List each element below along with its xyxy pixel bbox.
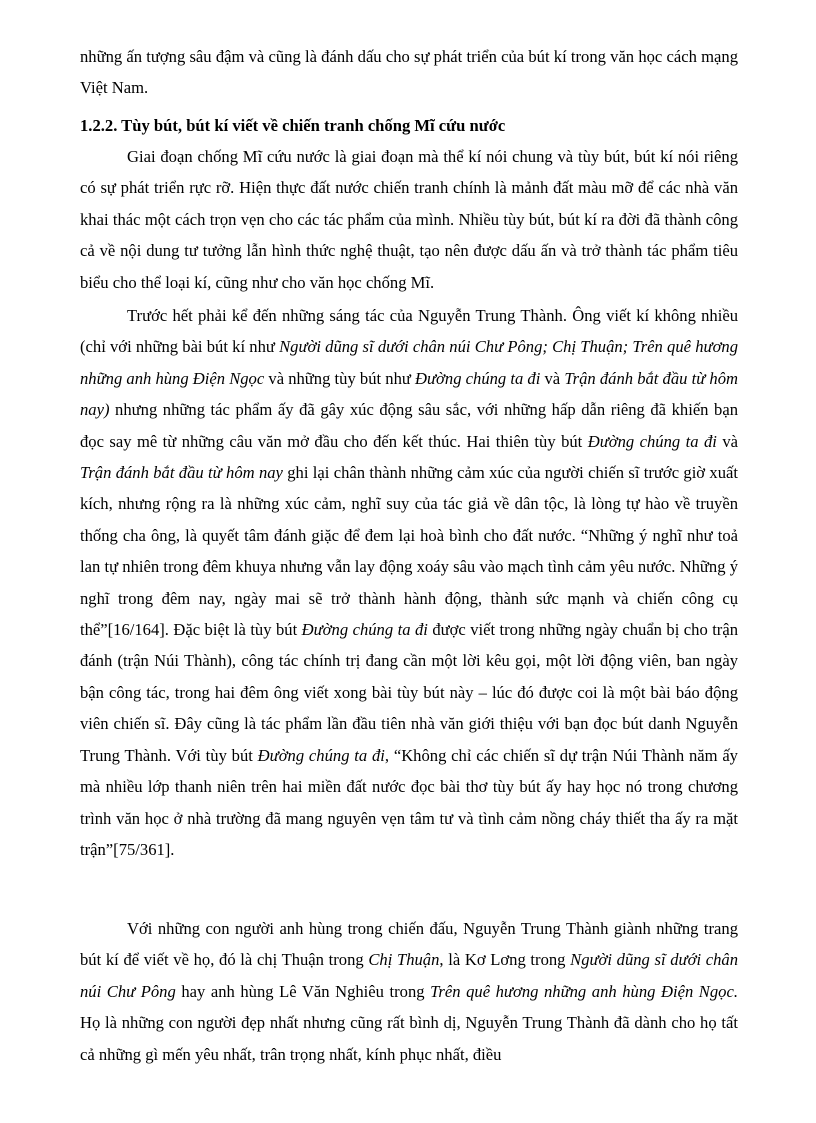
- text-run: và những tùy bút như: [264, 368, 416, 388]
- work-title: Trận đánh bắt đầu từ hôm nay): [80, 368, 738, 420]
- work-title: Đường chúng ta đi: [415, 368, 541, 388]
- text-run: Họ là những con người đẹp nhất nhưng cũng rất bình dị, Nguyễn Trung Thành đã dành cho họ tất cả những gì mến yêu nhất, trân trọng nhất, kính phục nhất, điều: [80, 1013, 738, 1064]
- section-heading: 1.2.2. Tùy bút, bút kí viết về chiến tranh chống Mĩ cứu nước: [80, 116, 506, 135]
- text-run: ghi lại chân thành những cảm xúc của người chiến sĩ trước giờ xuất kích, nhưng rộng ra là những xúc cảm, nghĩ suy của tác giả về dân tộc, là lòng tự hào về truyền thống cha ông, là quyết tâm đánh giặc để đem lại hoà bình cho đất nước. “Những ý nghĩ như toả lan tự nhiên trong đêm khuya nhưng vẫn lay động xoáy sâu vào mạch tình cảm yêu nước. Những ý nghĩ trong đêm nay, ngày mai sẽ trở thành hành động, thành sức mạnh và chiến công cụ thể”[16/164]. Đặc biệt là tùy bút: [80, 463, 738, 640]
- work-title: Trận đánh bắt đầu từ hôm nay: [80, 463, 283, 483]
- text-run: những ấn tượng sâu đậm và cũng là đánh dấu cho sự phát triển của bút kí trong văn học cách mạng Việt Nam.: [80, 47, 738, 98]
- work-title: Người dũng sĩ dưới chân núi Chư Pông: [80, 950, 738, 1001]
- work-title: Đường chúng ta đi: [301, 620, 428, 640]
- paragraph-text: [80, 913, 738, 1070]
- paragraph-text: [80, 141, 738, 298]
- text-run: được viết trong những ngày chuẩn bị cho trận đánh (trận Núi Thành), công tác chính trị đang cần một lời kêu gọi, một lời động viên, ban ngày bận công tác, trong hai đêm ông viết xong bài tùy bút này – lúc đó được coi là một bài báo động viên chiến sĩ. Đây cũng là tác phẩm lần đầu tiên nhà văn giới thiệu với bạn đọc bút danh Nguyễn Trung Thành. Với tùy bút: [80, 620, 738, 765]
- paragraph-3: [80, 913, 738, 1070]
- work-title: Đường chúng ta đi: [587, 431, 717, 451]
- paragraph-text: [80, 300, 738, 865]
- text-run: Với những con người anh hùng trong chiến đấu, Nguyễn Trung Thành giành những trang bút kí để viết về họ, đó là chị Thuận trong: [80, 919, 738, 970]
- paragraph-continuation: [80, 41, 738, 104]
- work-title: Người dũng sĩ dưới chân núi Chư Pông; Chị Thuận; Trên quê hương những anh hùng Điện Ngọc: [80, 337, 739, 388]
- text-run: và: [540, 368, 565, 388]
- text-run: hay anh hùng Lê Văn Nghiêu trong: [175, 981, 431, 1001]
- work-title: Chị Thuận: [368, 950, 440, 970]
- text-run: nhưng những tác phẩm ấy đã gây xúc động sâu sắc, với những hấp dẫn riêng đã khiến bạn đọc say mê từ những câu văn mở đầu cho đến kết thúc. Hai thiên tùy bút: [80, 400, 738, 451]
- text-run: Trước hết phải kể đến những sáng tác của Nguyễn Trung Thành. Ông viết kí không nhiều (chỉ với những bài bút kí như: [80, 306, 738, 357]
- text-run: Giai đoạn chống Mĩ cứu nước là giai đoạn mà thể kí nói chung và tùy bút, bút kí nói riêng có sự phát triển rực rỡ. Hiện thực đất nước chiến tranh chính là mảnh đất màu mỡ để các nhà văn khai thác một cách trọn vẹn cho các tác phẩm của mình. Nhiều tùy bút, bút kí ra đời đã thành công cả về nội dung tư tưởng lẫn hình thức nghệ thuật, tạo nên được dấu ấn và trở thành tác phẩm tiêu biểu cho thể loại kí, cũng như cho văn học chống Mĩ.: [80, 147, 738, 292]
- text-run: và: [716, 431, 739, 451]
- section-heading-block: [80, 110, 738, 141]
- paragraph-2: [80, 300, 738, 865]
- text-run: , “Không chỉ các chiến sĩ dự trận Núi Thành năm ấy mà nhiều lớp thanh niên trên hai miền đất nước đọc bài thơ tùy bút ấy hay học nó trong chương trình văn học ở nhà trường đã mang nguyên vẹn tâm tư và tình cảm nồng cháy thiết tha ấy ra mặt trận”[75/361].: [80, 745, 738, 859]
- text-run: , là Kơ Lơng trong: [439, 950, 571, 970]
- work-title: Trên quê hương những anh hùng Điện Ngọc.: [430, 981, 738, 1001]
- paragraph-text: [80, 41, 738, 104]
- work-title: Đường chúng ta đi: [257, 745, 385, 765]
- paragraph-1: [80, 141, 738, 298]
